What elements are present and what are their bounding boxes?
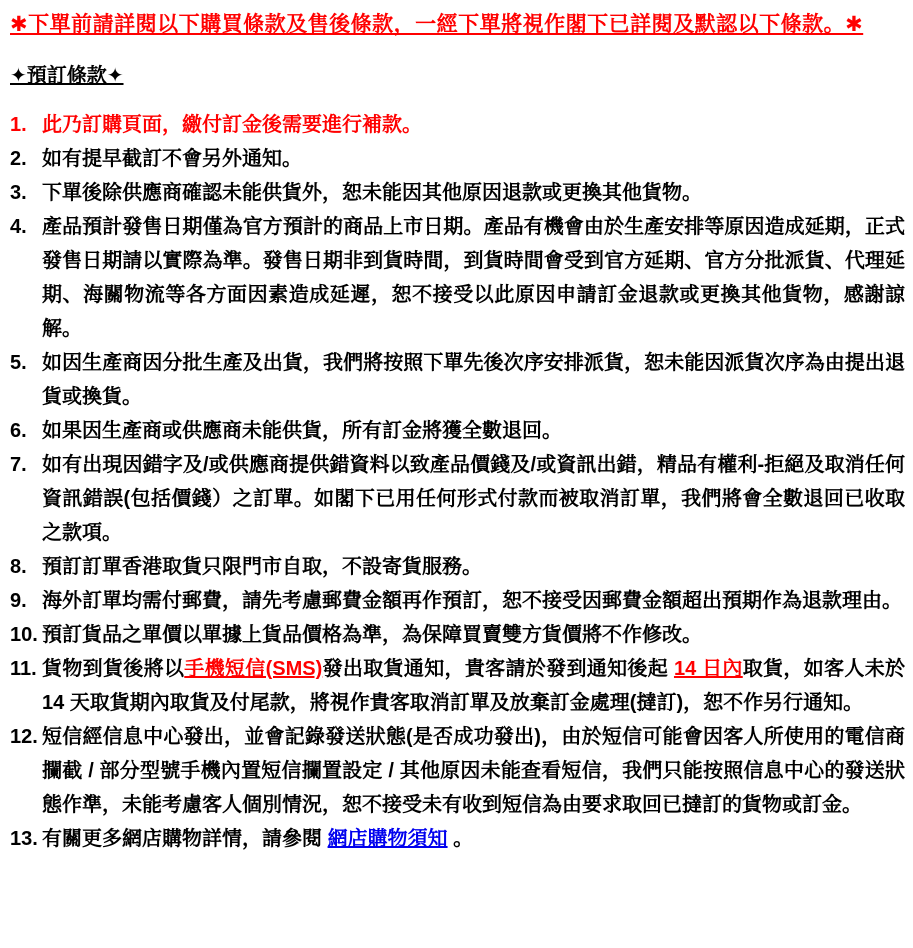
term-number: 8.	[10, 556, 27, 578]
term-text: 貨物到貨後將以	[42, 658, 185, 680]
term-number: 10.	[10, 624, 38, 646]
term-item	[10, 652, 905, 720]
term-number: 5.	[10, 352, 27, 374]
term-item	[10, 176, 905, 210]
term-text: 有關更多網店購物詳情，請參閱	[42, 828, 328, 850]
term-text: 發出取貨通知，貴客請於發到通知後起	[322, 658, 674, 680]
term-item	[10, 822, 905, 856]
term-number: 1.	[10, 114, 27, 136]
term-text: 如有出現因錯字及/或供應商提供錯資料以致產品價錢及/或資訊出錯，精品有權利-拒絕及取消任何資訊錯誤(包括價錢）之訂單。如閣下已用任何形式付款而被取消訂單，我們將會全數退回已收取之款項。	[42, 454, 905, 544]
term-text: 預訂訂單香港取貨只限門市自取，不設寄貨服務。	[42, 556, 482, 578]
term-item	[10, 550, 905, 584]
term-text: 。	[447, 828, 474, 850]
term-text: 如果因生產商或供應商未能供貨，所有訂金將獲全數退回。	[42, 420, 562, 442]
term-text: 此乃訂購頁面，繳付訂金後需要進行補款。	[42, 114, 422, 136]
term-number: 3.	[10, 182, 27, 204]
term-item	[10, 584, 905, 618]
term-text: 產品預計發售日期僅為官方預計的商品上市日期。產品有機會由於生產安排等原因造成延期，正式發售日期請以實際為準。發售日期非到貨時間，到貨時間會受到官方延期、官方分批派貨、代理延期、海關物流等各方面因素造成延遲，恕不接受以此原因申請訂金退款或更換其他貨物，感謝諒解。	[42, 216, 905, 340]
term-item	[10, 210, 905, 346]
term-item	[10, 108, 905, 142]
term-item	[10, 618, 905, 652]
highlighted-text: 14 日內	[673, 658, 743, 680]
term-number: 9.	[10, 590, 27, 612]
highlighted-text: 手機短信(SMS)	[184, 658, 323, 680]
online-store-shopping-notice-link[interactable]: 網店購物須知	[327, 828, 448, 850]
term-number: 11.	[10, 658, 37, 680]
term-text: 如因生產商因分批生產及出貨，我們將按照下單先後次序安排派貨，恕未能因派貨次序為由提出退貨或換貨。	[42, 352, 905, 408]
term-item	[10, 414, 905, 448]
term-text: 海外訂單均需付郵費，請先考慮郵費金額再作預訂，恕不接受因郵費金額超出預期作為退款理由。	[42, 590, 902, 612]
term-text: 下單後除供應商確認未能供貨外，恕未能因其他原因退款或更換其他貨物。	[42, 182, 702, 204]
terms-list	[10, 108, 905, 856]
term-item	[10, 720, 905, 822]
page-title: ✱下單前請詳閱以下購買條款及售後條款，一經下單將視作閣下已詳閱及默認以下條款。✱	[10, 13, 864, 36]
term-number: 4.	[10, 216, 27, 238]
term-item	[10, 448, 905, 550]
term-item	[10, 346, 905, 414]
term-text: 如有提早截訂不會另外通知。	[42, 148, 302, 170]
term-text: 取貨，如客人未於 14 天取貨期內取貨及付尾款，將視作貴客取消訂單及放棄訂金處理(撻訂)，恕不作另行通知。	[42, 658, 906, 714]
term-number: 2.	[10, 148, 27, 170]
term-text: 短信經信息中心發出，並會記錄發送狀態(是否成功發出)，由於短信可能會因客人所使用的電信商攔截 / 部分型號手機內置短信攔置設定 / 其他原因未能查看短信，我們只能按照信息中心的發送狀態作準，未能考慮客人個別情況，恕不接受未有收到短信為由要求取回已撻訂的貨物或訂金。	[42, 726, 905, 816]
term-item	[10, 142, 905, 176]
term-text: 預訂貨品之單價以單據上貨品價格為準，為保障買賣雙方貨價將不作修改。	[42, 624, 702, 646]
term-number: 13.	[10, 828, 38, 850]
section-heading-preorder-terms: ✦預訂條款✦	[10, 65, 124, 87]
term-number: 6.	[10, 420, 27, 442]
term-number: 12.	[10, 726, 38, 748]
term-number: 7.	[10, 454, 27, 476]
